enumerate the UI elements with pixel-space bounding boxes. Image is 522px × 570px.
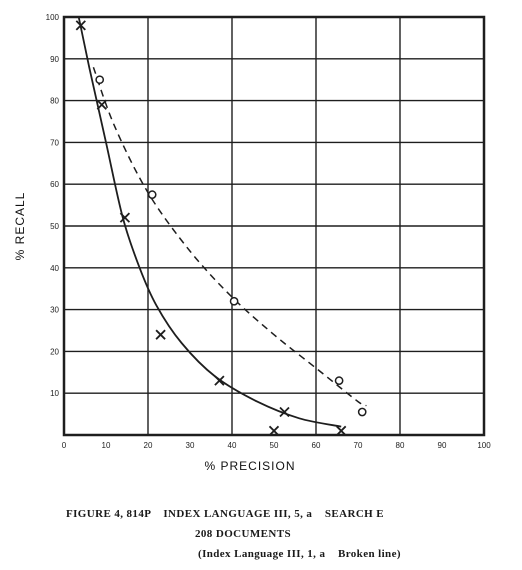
caption-line-1: FIGURE 4, 814P INDEX LANGUAGE III, 5, a SEARCH E: [66, 508, 385, 520]
y-tick-label: 50: [50, 222, 59, 231]
y-tick-label: 100: [45, 13, 59, 22]
x-marker: [215, 376, 224, 385]
x-tick-label: 80: [395, 441, 405, 450]
y-axis-title: % RECALL: [13, 191, 27, 261]
x-tick-label: 0: [61, 441, 67, 450]
x-tick-label: 70: [353, 441, 363, 450]
x-axis-title: % PRECISION: [204, 459, 296, 473]
o-marker: [336, 377, 343, 384]
y-tick-label: 40: [50, 263, 59, 273]
y-tick-label: 20: [50, 347, 59, 357]
x-marker: [156, 330, 165, 339]
x-tick-label: 20: [143, 441, 153, 450]
x-tick-label: 50: [269, 441, 279, 450]
x-tick-label: 60: [311, 441, 321, 450]
x-tick-label: 30: [185, 441, 195, 450]
o-marker: [96, 76, 103, 83]
series-2-dashed-line: [93, 67, 366, 406]
caption-line-2: 208 DOCUMENTS: [195, 528, 291, 540]
x-tick-label: 100: [477, 441, 491, 450]
tick-labels: [46, 13, 492, 450]
x-marker: [120, 213, 129, 222]
y-tick-label: 70: [50, 138, 59, 148]
y-tick-label: 30: [50, 305, 59, 315]
y-tick-label: 10: [50, 389, 59, 399]
x-marker: [97, 100, 106, 109]
x-tick-label: 40: [227, 441, 237, 450]
o-marker: [231, 298, 238, 305]
o-marker: [359, 408, 366, 415]
series-1-solid-line: [79, 17, 342, 427]
y-tick-label: 80: [50, 96, 59, 106]
o-marker: [149, 191, 156, 198]
grid: [64, 17, 484, 435]
y-tick-label: 60: [50, 180, 59, 190]
y-tick-label: 90: [50, 54, 59, 64]
caption-line-3: (Index Language III, 1, a Broken line): [198, 548, 401, 560]
x-tick-label: 90: [437, 441, 447, 450]
x-tick-label: 10: [101, 441, 111, 450]
